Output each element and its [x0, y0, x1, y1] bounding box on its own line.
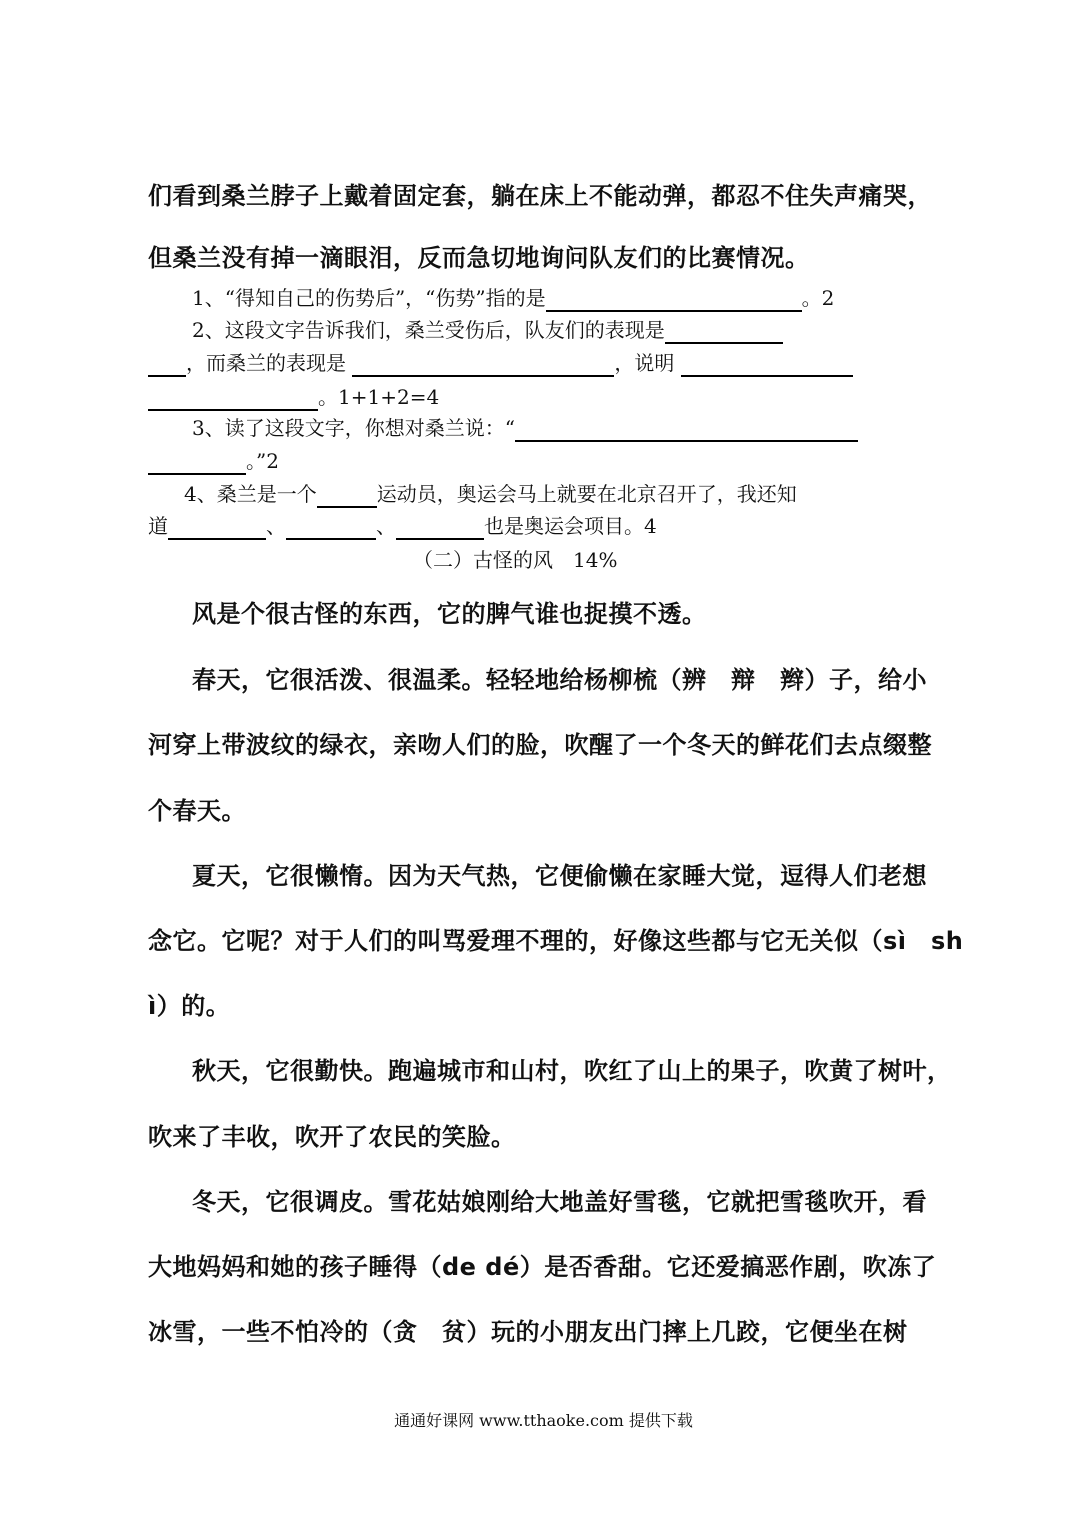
- passage2-paragraph-4-cont: 吹来了丰收，吹开了农民的笑脸。: [148, 1123, 516, 1151]
- passage2-paragraph-5-cont: 冰雪，一些不怕冷的（贪 贫）玩的小朋友出门摔上几跤，它便坐在树: [148, 1318, 908, 1346]
- passage2-paragraph-3-cont: ì）的。: [148, 992, 231, 1020]
- passage2-paragraph-2-cont: 河穿上带波纹的绿衣，亲吻人们的脸，吹醒了一个冬天的鲜花们去点缀整: [148, 731, 932, 759]
- answer-blank[interactable]: [286, 516, 376, 540]
- question-1: 1、“得知自己的伤势后”，“伤势”指的是 。2: [192, 286, 835, 310]
- section-2-title: （二）古怪的风 14%: [413, 548, 618, 572]
- answer-blank[interactable]: [681, 353, 853, 377]
- passage2-paragraph-3: 夏天，它很懒惰。因为天气热，它便偷懒在家睡大觉，逗得人们老想: [192, 862, 927, 890]
- question-2-line2: ，而桑兰的表现是 ，说明: [148, 349, 853, 377]
- answer-blank[interactable]: [665, 320, 783, 344]
- question-4-line2: 道 、 、 也是奥运会项目。4: [148, 514, 657, 538]
- question-2-line1: 2、这段文字告诉我们，桑兰受伤后，队友们的表现是: [192, 316, 783, 344]
- answer-blank[interactable]: [546, 288, 802, 312]
- passage2-paragraph-5: 冬天，它很调皮。雪花姑娘刚给大地盖好雪毯，它就把雪毯吹开，看: [192, 1188, 927, 1216]
- passage2-paragraph-3-cont: 念它。它呢？对于人们的叫骂爱理不理的，好像这些都与它无关似（sì sh: [148, 927, 964, 955]
- answer-blank[interactable]: [168, 516, 266, 540]
- question-3-line1: 3、读了这段文字，你想对桑兰说：“: [192, 414, 858, 442]
- answer-blank[interactable]: [148, 387, 318, 411]
- passage2-paragraph-1: 风是个很古怪的东西，它的脾气谁也捉摸不透。: [192, 600, 707, 628]
- passage1-line2: 但桑兰没有掉一滴眼泪，反而急切地询问队友们的比赛情况。: [148, 244, 810, 272]
- answer-blank[interactable]: [396, 516, 484, 540]
- question-3-line2: 。”2: [148, 447, 279, 475]
- answer-blank[interactable]: [148, 353, 186, 377]
- passage2-paragraph-5-cont: 大地妈妈和她的孩子睡得（de dé）是否香甜。它还爱搞恶作剧，吹冻了: [148, 1253, 937, 1281]
- question-2-line3: 。1+1+2=4: [148, 383, 439, 411]
- answer-blank[interactable]: [317, 484, 377, 508]
- answer-blank[interactable]: [515, 418, 858, 442]
- passage2-paragraph-2-cont: 个春天。: [148, 797, 246, 825]
- passage1-line1: 们看到桑兰脖子上戴着固定套，躺在床上不能动弹，都忍不住失声痛哭，: [148, 182, 932, 210]
- answer-blank[interactable]: [148, 451, 246, 475]
- passage2-paragraph-2: 春天，它很活泼、很温柔。轻轻地给杨柳梳（辨 辩 辫）子，给小: [192, 666, 927, 694]
- question-4-line1: 4、桑兰是一个 运动员，奥运会马上就要在北京召开了，我还知: [184, 482, 797, 506]
- answer-blank[interactable]: [352, 353, 614, 377]
- passage2-paragraph-4: 秋天，它很勤快。跑遍城市和山村，吹红了山上的果子，吹黄了树叶，: [192, 1057, 952, 1085]
- page-footer: 通通好课网 www.tthaoke.com 提供下载: [394, 1411, 693, 1430]
